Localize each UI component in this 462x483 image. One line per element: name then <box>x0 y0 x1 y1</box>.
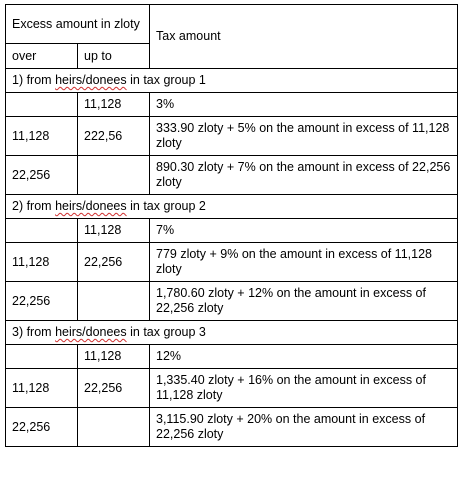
tax-cell: 7% <box>150 219 458 243</box>
tax-cell: 779 zloty + 9% on the amount in excess of 11,128 zloty <box>150 243 458 282</box>
up-to-cell: 11,128 <box>78 219 150 243</box>
tax-cell: 890.30 zloty + 7% on the amount in excess of 22,256 zloty <box>150 156 458 195</box>
table-row <box>6 369 458 408</box>
up-to-cell: 11,128 <box>78 93 150 117</box>
tax-cell: 333.90 zloty + 5% on the amount in excess of 11,128 zloty <box>150 117 458 156</box>
over-cell: 11,128 <box>6 243 78 282</box>
up-to-cell <box>78 282 150 321</box>
over-cell <box>6 219 78 243</box>
tax-cell: 1,335.40 zloty + 16% on the amount in excess of 11,128 zloty <box>150 369 458 408</box>
group-heading-flagged-word: heirs/donees <box>55 199 127 213</box>
over-header: over <box>6 44 78 69</box>
group-heading-suffix: in tax group 1 <box>126 73 206 87</box>
table-row <box>6 345 458 369</box>
header-row <box>6 5 458 44</box>
group-heading-suffix: in tax group 2 <box>126 199 206 213</box>
group-heading-prefix: 2) from <box>12 199 56 213</box>
up-to-cell: 22,256 <box>78 369 150 408</box>
over-cell: 22,256 <box>6 156 78 195</box>
group-heading <box>6 195 458 219</box>
tax-cell: 3% <box>150 93 458 117</box>
group-heading-prefix: 1) from <box>12 73 56 87</box>
up-to-cell: 22,256 <box>78 243 150 282</box>
tax-cell: 1,780.60 zloty + 12% on the amount in excess of 22,256 zloty <box>150 282 458 321</box>
table-row <box>6 117 458 156</box>
table-row <box>6 93 458 117</box>
group-heading-row <box>6 195 458 219</box>
tax-amount-header: Tax amount <box>150 5 458 69</box>
up-to-cell: 11,128 <box>78 345 150 369</box>
group-heading-suffix: in tax group 3 <box>126 325 206 339</box>
table-row <box>6 243 458 282</box>
group-heading-flagged-word: heirs/donees <box>55 73 127 87</box>
group-heading-flagged-word: heirs/donees <box>55 325 127 339</box>
table-row <box>6 282 458 321</box>
table-row <box>6 219 458 243</box>
table-row <box>6 156 458 195</box>
up-to-cell: 222,56 <box>78 117 150 156</box>
group-heading-row <box>6 69 458 93</box>
tax-cell: 12% <box>150 345 458 369</box>
over-cell: 22,256 <box>6 282 78 321</box>
over-cell <box>6 345 78 369</box>
over-cell: 11,128 <box>6 117 78 156</box>
over-cell: 22,256 <box>6 408 78 447</box>
table-row <box>6 408 458 447</box>
over-cell: 11,128 <box>6 369 78 408</box>
group-heading <box>6 69 458 93</box>
tax-cell: 3,115.90 zloty + 20% on the amount in excess of 22,256 zloty <box>150 408 458 447</box>
group-heading-prefix: 3) from <box>12 325 56 339</box>
up-to-cell <box>78 408 150 447</box>
up-to-cell <box>78 156 150 195</box>
excess-amount-header: Excess amount in zloty <box>6 5 150 44</box>
over-cell <box>6 93 78 117</box>
up-to-header: up to <box>78 44 150 69</box>
group-heading <box>6 321 458 345</box>
tax-table <box>5 4 458 447</box>
group-heading-row <box>6 321 458 345</box>
